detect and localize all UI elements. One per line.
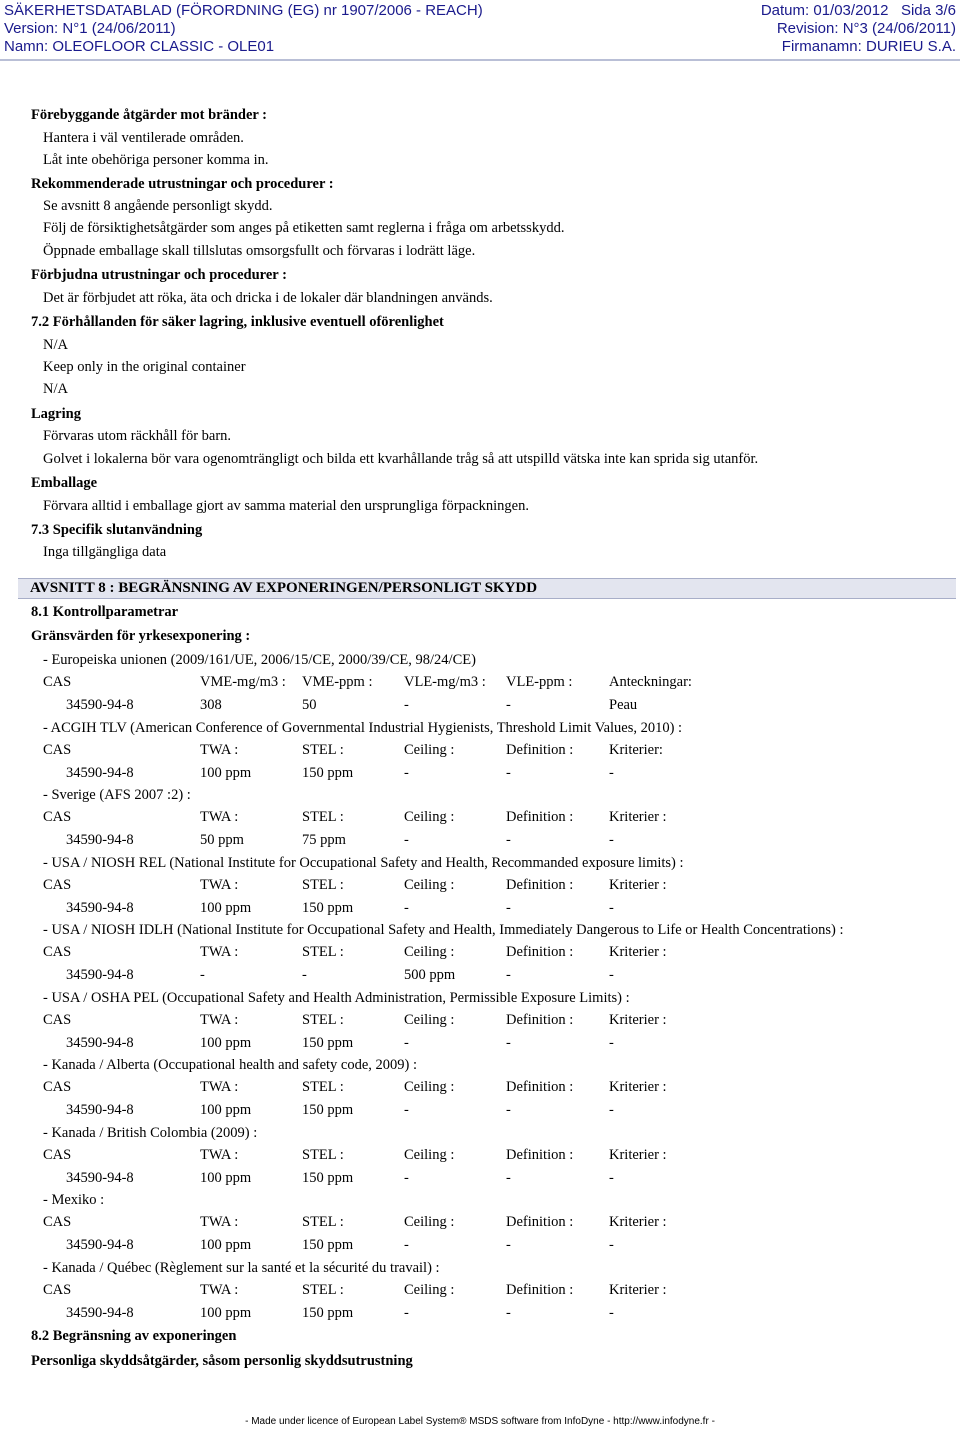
exposure-header-cell: Kriterier : bbox=[609, 877, 667, 893]
exposure-value-cell: 75 ppm bbox=[302, 832, 346, 848]
exposure-header-cell: Definition : bbox=[506, 742, 574, 758]
exposure-header-cell: STEL : bbox=[302, 1079, 344, 1095]
exposure-value-cell: - bbox=[609, 765, 614, 781]
exposure-header-cell: STEL : bbox=[302, 809, 344, 825]
exposure-value-cell: 308 bbox=[200, 697, 222, 713]
exposure-header-cell: Definition : bbox=[506, 1282, 574, 1298]
exposure-value-cell: 34590-94-8 bbox=[66, 1035, 134, 1051]
exposure-header-cell: Ceiling : bbox=[404, 1079, 455, 1095]
header-row-2 bbox=[0, 20, 960, 40]
exposure-value-cell: 100 ppm bbox=[200, 900, 252, 916]
exposure-table-row bbox=[0, 1304, 960, 1322]
exposure-value-cell: 150 ppm bbox=[302, 1237, 354, 1253]
exposure-table-header bbox=[0, 1213, 960, 1231]
exposure-header-cell: TWA : bbox=[200, 1282, 239, 1298]
exposure-value-cell: - bbox=[609, 1035, 614, 1051]
exposure-header-cell: CAS bbox=[43, 1147, 72, 1163]
exposure-value-cell: 100 ppm bbox=[200, 765, 252, 781]
section-8-1-heading: 8.1 Kontrollparametrar bbox=[31, 604, 179, 620]
exposure-header-cell: STEL : bbox=[302, 1012, 344, 1028]
exposure-value-cell: - bbox=[404, 697, 409, 713]
exposure-header-cell: TWA : bbox=[200, 742, 239, 758]
document-title: SÄKERHETSDATABLAD (FÖRORDNING (EG) nr 1907/2006 - REACH) bbox=[4, 2, 483, 19]
exposure-value-cell: 34590-94-8 bbox=[66, 900, 134, 916]
exposure-header-cell: Definition : bbox=[506, 877, 574, 893]
exposure-header-cell: STEL : bbox=[302, 1282, 344, 1298]
exposure-table-row bbox=[0, 764, 960, 782]
exposure-header-cell: Definition : bbox=[506, 1012, 574, 1028]
exposure-group-title: - Mexiko : bbox=[43, 1192, 105, 1208]
recommended-procedures-heading: Rekommenderade utrustningar och procedurer : bbox=[31, 176, 334, 192]
exposure-value-cell: 34590-94-8 bbox=[66, 765, 134, 781]
exposure-table-row bbox=[0, 1236, 960, 1254]
exposure-header-cell: TWA : bbox=[200, 877, 239, 893]
exposure-header-cell: Kriterier : bbox=[609, 809, 667, 825]
exposure-value-cell: 100 ppm bbox=[200, 1035, 252, 1051]
exposure-header-cell: CAS bbox=[43, 944, 72, 960]
packaging-heading: Emballage bbox=[31, 475, 98, 491]
exposure-header-cell: Ceiling : bbox=[404, 742, 455, 758]
exposure-group-title: - Kanada / Québec (Règlement sur la santé et la sécurité du travail) : bbox=[43, 1260, 440, 1276]
exposure-header-cell: Definition : bbox=[506, 1079, 574, 1095]
company-name: Firmanamn: DURIEU S.A. bbox=[781, 38, 956, 55]
exposure-table-header bbox=[0, 808, 960, 826]
exposure-header-cell: Ceiling : bbox=[404, 944, 455, 960]
storage-condition-line: N/A bbox=[43, 381, 68, 397]
exposure-table-row bbox=[0, 1034, 960, 1052]
exposure-header-cell: CAS bbox=[43, 1214, 72, 1230]
exposure-value-cell: - bbox=[609, 1237, 614, 1253]
exposure-group-title: - USA / NIOSH IDLH (National Institute for Occupational Safety and Health, Immediately Dangerous to Life or Health Concentrations) : bbox=[43, 922, 844, 938]
exposure-header-cell: Definition : bbox=[506, 809, 574, 825]
document-date: Datum: 01/03/2012 bbox=[760, 2, 889, 19]
fire-prevention-line: Låt inte obehöriga personer komma in. bbox=[43, 152, 269, 168]
exposure-group-title: - Kanada / Alberta (Occupational health and safety code, 2009) : bbox=[43, 1057, 418, 1073]
exposure-header-cell: Kriterier : bbox=[609, 1012, 667, 1028]
header-row-3 bbox=[0, 38, 960, 58]
exposure-value-cell: 34590-94-8 bbox=[66, 832, 134, 848]
exposure-header-cell: TWA : bbox=[200, 1012, 239, 1028]
exposure-header-cell: Ceiling : bbox=[404, 877, 455, 893]
section-7-3-heading: 7.3 Specifik slutanvändning bbox=[31, 522, 203, 538]
exposure-value-cell: 34590-94-8 bbox=[66, 697, 134, 713]
exposure-header-cell: Ceiling : bbox=[404, 1214, 455, 1230]
exposure-value-cell: - bbox=[506, 832, 511, 848]
exposure-header-cell: CAS bbox=[43, 1282, 72, 1298]
exposure-group-title: - USA / OSHA PEL (Occupational Safety and Health Administration, Permissible Exposure Limits) : bbox=[43, 990, 630, 1006]
section-8-title-bar bbox=[18, 578, 956, 599]
product-name: Namn: OLEOFLOOR CLASSIC - OLE01 bbox=[4, 38, 275, 55]
exposure-header-cell: CAS bbox=[43, 809, 72, 825]
exposure-table-header bbox=[0, 943, 960, 961]
exposure-value-cell: - bbox=[404, 765, 409, 781]
exposure-header-cell: Definition : bbox=[506, 944, 574, 960]
storage-condition-line: Keep only in the original container bbox=[43, 359, 246, 375]
exposure-value-cell: 150 ppm bbox=[302, 900, 354, 916]
exposure-value-cell: - bbox=[609, 1102, 614, 1118]
exposure-header-cell: STEL : bbox=[302, 944, 344, 960]
exposure-value-cell: - bbox=[609, 967, 614, 983]
exposure-value-cell: - bbox=[404, 1305, 409, 1321]
section-8-2-heading: 8.2 Begränsning av exponeringen bbox=[31, 1328, 237, 1344]
exposure-header-cell: CAS bbox=[43, 674, 72, 690]
exposure-value-cell: 34590-94-8 bbox=[66, 1237, 134, 1253]
exposure-table-header bbox=[0, 876, 960, 894]
exposure-header-cell: Ceiling : bbox=[404, 1012, 455, 1028]
exposure-group-title: - Sverige (AFS 2007 :2) : bbox=[43, 787, 191, 803]
exposure-value-cell: - bbox=[200, 967, 205, 983]
document-version: Version: N°1 (24/06/2011) bbox=[4, 20, 176, 37]
exposure-value-cell: 150 ppm bbox=[302, 1170, 354, 1186]
exposure-header-cell: TWA : bbox=[200, 1214, 239, 1230]
exposure-value-cell: - bbox=[404, 1035, 409, 1051]
header-divider bbox=[0, 59, 960, 61]
exposure-header-cell: VME-ppm : bbox=[302, 674, 373, 690]
exposure-value-cell: - bbox=[506, 1035, 511, 1051]
document-header bbox=[0, 0, 960, 58]
exposure-value-cell: - bbox=[404, 1102, 409, 1118]
exposure-header-cell: Definition : bbox=[506, 1147, 574, 1163]
exposure-value-cell: 100 ppm bbox=[200, 1305, 252, 1321]
exposure-value-cell: 100 ppm bbox=[200, 1170, 252, 1186]
exposure-header-cell: Kriterier : bbox=[609, 944, 667, 960]
forbidden-procedures-line: Det är förbjudet att röka, äta och dricka i de lokaler där blandningen används. bbox=[43, 290, 493, 306]
exposure-value-cell: - bbox=[609, 1305, 614, 1321]
exposure-table-header bbox=[0, 1078, 960, 1096]
recommended-procedures-line: Öppnade emballage skall tillslutas omsorgsfullt och förvaras i lodrätt läge. bbox=[43, 243, 476, 259]
exposure-table-row bbox=[0, 1169, 960, 1187]
exposure-header-cell: Definition : bbox=[506, 1214, 574, 1230]
exposure-header-cell: CAS bbox=[43, 877, 72, 893]
exposure-header-cell: CAS bbox=[43, 1012, 72, 1028]
exposure-header-cell: TWA : bbox=[200, 944, 239, 960]
exposure-value-cell: - bbox=[506, 1305, 511, 1321]
exposure-table-row bbox=[0, 966, 960, 984]
exposure-value-cell: - bbox=[302, 967, 307, 983]
exposure-value-cell: 34590-94-8 bbox=[66, 1305, 134, 1321]
exposure-header-cell: Kriterier : bbox=[609, 1214, 667, 1230]
exposure-table-header bbox=[0, 1281, 960, 1299]
document-revision: Revision: N°3 (24/06/2011) bbox=[776, 20, 956, 37]
recommended-procedures-line: Följ de försiktighetsåtgärder som anges på etiketten samt reglerna i fråga om arbetsskydd. bbox=[43, 220, 565, 236]
exposure-header-cell: Kriterier : bbox=[609, 1147, 667, 1163]
exposure-group-title: - Europeiska unionen (2009/161/UE, 2006/15/CE, 2000/39/CE, 98/24/CE) bbox=[43, 652, 476, 668]
exposure-value-cell: 34590-94-8 bbox=[66, 967, 134, 983]
exposure-value-cell: 150 ppm bbox=[302, 1305, 354, 1321]
date-and-page bbox=[761, 2, 956, 19]
exposure-value-cell: - bbox=[404, 1170, 409, 1186]
storage-line: Förvaras utom räckhåll för barn. bbox=[43, 428, 232, 444]
section-7-2-heading: 7.2 Förhållanden för säker lagring, inklusive eventuell oförenlighet bbox=[31, 314, 444, 330]
exposure-value-cell: - bbox=[506, 697, 511, 713]
exposure-value-cell: 500 ppm bbox=[404, 967, 456, 983]
fire-prevention-line: Hantera i väl ventilerade områden. bbox=[43, 130, 244, 146]
packaging-line: Förvara alltid i emballage gjort av samma material den ursprungliga förpackningen. bbox=[43, 498, 529, 514]
exposure-value-cell: 34590-94-8 bbox=[66, 1102, 134, 1118]
exposure-table-header bbox=[0, 673, 960, 691]
exposure-value-cell: Peau bbox=[609, 697, 638, 713]
page-number: Sida 3/6 bbox=[900, 2, 956, 19]
exposure-header-cell: VLE-ppm : bbox=[506, 674, 573, 690]
exposure-value-cell: - bbox=[404, 1237, 409, 1253]
personal-protection-heading: Personliga skyddsåtgärder, såsom personlig skyddsutrustning bbox=[31, 1353, 413, 1369]
exposure-header-cell: VLE-mg/m3 : bbox=[404, 674, 486, 690]
exposure-header-cell: TWA : bbox=[200, 1147, 239, 1163]
exposure-header-cell: Kriterier: bbox=[609, 742, 663, 758]
exposure-value-cell: 100 ppm bbox=[200, 1237, 252, 1253]
exposure-header-cell: Kriterier : bbox=[609, 1282, 667, 1298]
exposure-table-row bbox=[0, 1101, 960, 1119]
exposure-header-cell: CAS bbox=[43, 742, 72, 758]
exposure-value-cell: 100 ppm bbox=[200, 1102, 252, 1118]
page-footer: - Made under licence of European Label System® MSDS software from InfoDyne - http://www.infodyne.fr - bbox=[245, 1416, 715, 1427]
exposure-value-cell: 50 ppm bbox=[200, 832, 244, 848]
exposure-header-cell: STEL : bbox=[302, 1214, 344, 1230]
forbidden-procedures-heading: Förbjudna utrustningar och procedurer : bbox=[31, 267, 287, 283]
header-row-1 bbox=[0, 2, 960, 22]
exposure-table-header bbox=[0, 1011, 960, 1029]
exposure-header-cell: Ceiling : bbox=[404, 1282, 455, 1298]
recommended-procedures-line: Se avsnitt 8 angående personligt skydd. bbox=[43, 198, 273, 214]
exposure-value-cell: - bbox=[506, 1237, 511, 1253]
exposure-value-cell: 50 bbox=[302, 697, 317, 713]
section-8-title: AVSNITT 8 : BEGRÄNSNING AV EXPONERINGEN/PERSONLIGT SKYDD bbox=[30, 580, 538, 596]
fire-prevention-heading: Förebyggande åtgärder mot bränder : bbox=[31, 107, 268, 123]
exposure-header-cell: Anteckningar: bbox=[609, 674, 692, 690]
exposure-header-cell: TWA : bbox=[200, 809, 239, 825]
storage-condition-line: N/A bbox=[43, 337, 68, 353]
exposure-value-cell: - bbox=[506, 1102, 511, 1118]
exposure-table-row bbox=[0, 831, 960, 849]
exposure-header-cell: STEL : bbox=[302, 877, 344, 893]
exposure-header-cell: Ceiling : bbox=[404, 809, 455, 825]
exposure-header-cell: STEL : bbox=[302, 742, 344, 758]
exposure-header-cell: Kriterier : bbox=[609, 1079, 667, 1095]
exposure-value-cell: 34590-94-8 bbox=[66, 1170, 134, 1186]
exposure-value-cell: - bbox=[506, 1170, 511, 1186]
exposure-table-row bbox=[0, 899, 960, 917]
exposure-value-cell: - bbox=[506, 765, 511, 781]
storage-heading: Lagring bbox=[31, 406, 81, 422]
exposure-header-cell: STEL : bbox=[302, 1147, 344, 1163]
exposure-limits-heading: Gränsvärden för yrkesexponering : bbox=[31, 628, 251, 644]
exposure-table-row bbox=[0, 696, 960, 714]
exposure-value-cell: - bbox=[506, 967, 511, 983]
end-use-line: Inga tillgängliga data bbox=[43, 544, 167, 560]
exposure-value-cell: 150 ppm bbox=[302, 1035, 354, 1051]
exposure-header-cell: CAS bbox=[43, 1079, 72, 1095]
exposure-header-cell: Ceiling : bbox=[404, 1147, 455, 1163]
exposure-table-header bbox=[0, 1146, 960, 1164]
storage-line: Golvet i lokalerna bör vara ogenomträngligt och bilda ett kvarhållande tråg så att utspilld vätska inte kan sprida sig utanför. bbox=[43, 451, 759, 467]
exposure-value-cell: - bbox=[609, 832, 614, 848]
exposure-value-cell: - bbox=[404, 900, 409, 916]
exposure-value-cell: - bbox=[609, 1170, 614, 1186]
exposure-value-cell: 150 ppm bbox=[302, 765, 354, 781]
exposure-group-title: - ACGIH TLV (American Conference of Governmental Industrial Hygienists, Threshold Limit Values, 2010) : bbox=[43, 720, 683, 736]
exposure-header-cell: VME-mg/m3 : bbox=[200, 674, 286, 690]
exposure-value-cell: - bbox=[609, 900, 614, 916]
exposure-group-title: - USA / NIOSH REL (National Institute for Occupational Safety and Health, Recommanded exposure limits) : bbox=[43, 855, 684, 871]
exposure-table-header bbox=[0, 741, 960, 759]
exposure-value-cell: - bbox=[506, 900, 511, 916]
exposure-group-title: - Kanada / British Colombia (2009) : bbox=[43, 1125, 258, 1141]
exposure-value-cell: 150 ppm bbox=[302, 1102, 354, 1118]
exposure-value-cell: - bbox=[404, 832, 409, 848]
exposure-header-cell: TWA : bbox=[200, 1079, 239, 1095]
